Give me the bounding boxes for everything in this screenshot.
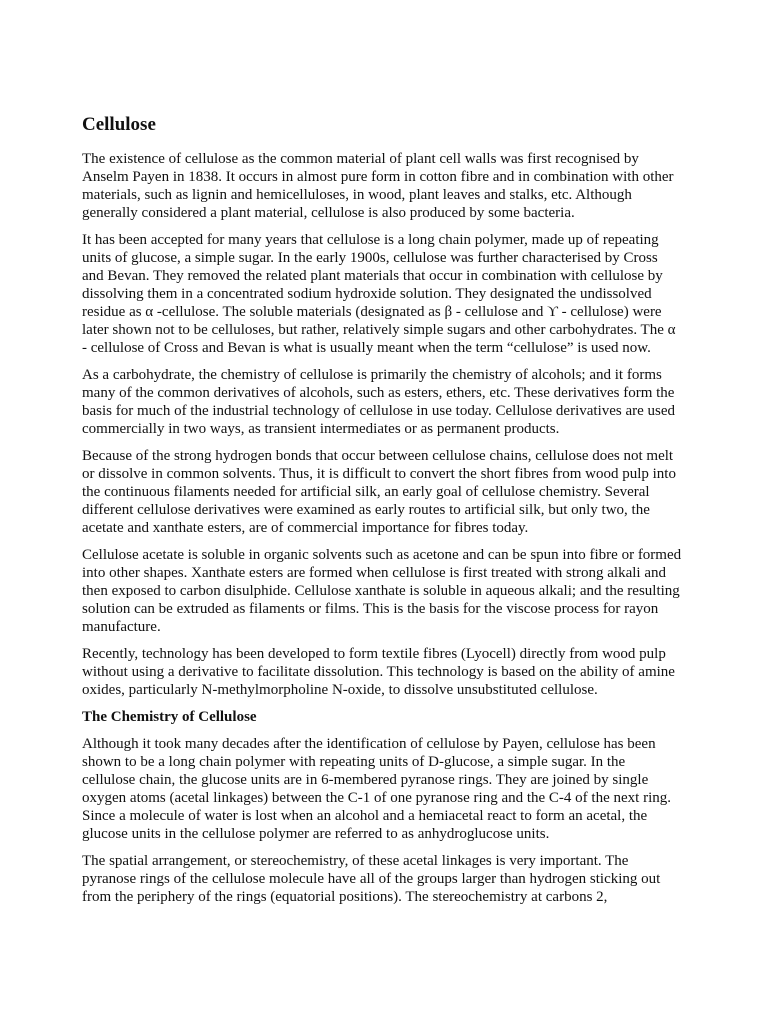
- paragraph-acetate-xanthate: Cellulose acetate is soluble in organic solvents such as acetone and can be spun into fibre or formed into other shapes. Xanthate esters are formed when cellulose is first treated with strong alkali and then exposed to carbon disulphide. Cellulose xanthate is soluble in aqueous alkali; and the resulting solution can be extruded as filaments or films. This is the basis for the viscose process for rayon manufacture.: [82, 547, 682, 635]
- section-heading: The Chemistry of Cellulose: [82, 709, 257, 725]
- paragraph-discovery: The existence of cellulose as the common material of plant cell walls was first recognised by Anselm Payen in 1838. It occurs in almost pure form in cotton fibre and in combination with other materials, such as lignin and hemicelluloses, in wood, plant leaves and stalks, etc. Although generally considered a plant material, cellulose is also produced by some bacteria.: [82, 151, 674, 221]
- document-page: [82, 112, 682, 915]
- paragraph-chemistry: Although it took many decades after the identification of cellulose by Payen, cellulose has been shown to be a long chain polymer with repeating units of D-glucose, a simple sugar. In the cellulose chain, the glucose units are in 6-membered pyranose rings. They are joined by single oxygen atoms (acetal linkages) between the C-1 of one pyranose ring and the C-4 of the next ring. Since a molecule of water is lost when an alcohol and a hemiacetal react to form an acetal, the glucose units in the cellulose polymer are referred to as anhydroglucose units.: [82, 736, 671, 842]
- page-title: Cellulose: [82, 114, 156, 135]
- paragraph-lyocell: Recently, technology has been developed to form textile fibres (Lyocell) directly from wood pulp without using a derivative to facilitate dissolution. This technology is based on the ability of amine oxides, particularly N-methylmorpholine N-oxide, to dissolve unsubstituted cellulose.: [82, 646, 675, 698]
- paragraph-carbohydrate: As a carbohydrate, the chemistry of cellulose is primarily the chemistry of alcohols; and it forms many of the common derivatives of alcohols, such as esters, ethers, etc. These derivatives form the basis for much of the industrial technology of cellulose in use today. Cellulose derivatives are used commercially in two ways, as transient intermediates or as permanent products.: [82, 367, 676, 437]
- paragraph-hydrogen-bonds: Because of the strong hydrogen bonds that occur between cellulose chains, cellulose does not melt or dissolve in common solvents. Thus, it is difficult to convert the short fibres from wood pulp into the continuous filaments needed for artificial silk, an early goal of cellulose chemistry. Several different cellulose derivatives were examined as early routes to artificial silk, but only two, the acetate and xanthate esters, are of commercial importance for fibres today.: [82, 448, 676, 536]
- paragraph-stereochemistry: The spatial arrangement, or stereochemistry, of these acetal linkages is very important. The pyranose rings of the cellulose molecule have all of the groups larger than hydrogen sticking out from the periphery of the rings (equatorial positions). The stereochemistry at carbons 2,: [82, 853, 661, 905]
- paragraph-cross-bevan: It has been accepted for many years that cellulose is a long chain polymer, made up of repeating units of glucose, a simple sugar. In the early 1900s, cellulose was further characterised by Cross and Bevan. They removed the related plant materials that occur in combination with cellulose by dissolving them in a concentrated sodium hydroxide solution. They designated the undissolved residue as α -cellulose. The soluble materials (designated as β - cellulose and ϒ - cellulose) were later shown not to be celluloses, but rather, relatively simple sugars and other carbohydrates. The α - cellulose of Cross and Bevan is what is usually meant when the term “cellulose” is used now.: [82, 232, 676, 356]
